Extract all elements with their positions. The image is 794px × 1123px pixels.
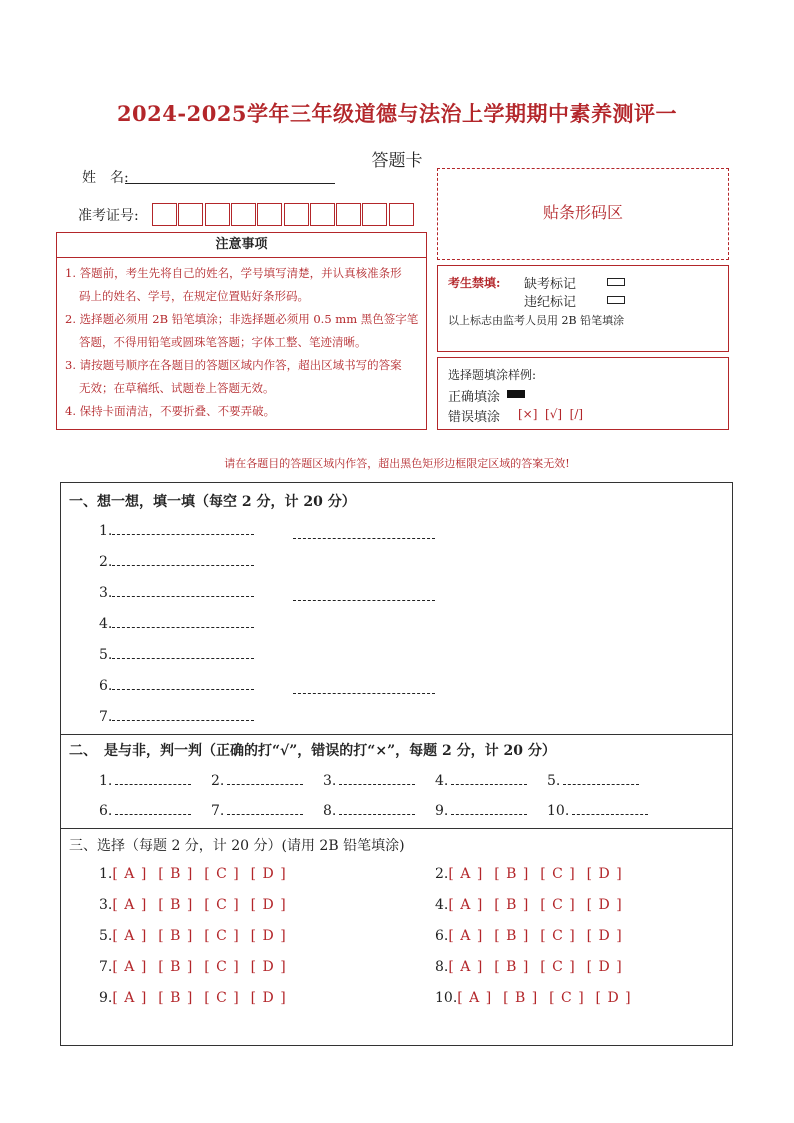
judge-blank-item (99, 773, 191, 789)
notice-line: 答题，不得用铅笔或圆珠笔答题；字体工整、笔迹清晰。 (79, 335, 367, 349)
exam-id-digit-box[interactable] (284, 203, 309, 226)
choice-options[interactable]: [ A ] [ B ] [ C ] [ D ] (448, 866, 623, 882)
judge-blank-item (547, 803, 648, 819)
question-number: 3. (99, 585, 113, 601)
wrong-fill-label: 错误填涂 (448, 410, 501, 425)
choice-options[interactable]: [ A ] [ B ] [ C ] [ D ] (112, 897, 287, 913)
choice-options[interactable]: [ A ] [ B ] [ C ] [ D ] (457, 990, 632, 1006)
judge-blank-item (435, 803, 527, 819)
name-field[interactable] (125, 182, 335, 184)
exam-id-digit-box[interactable] (152, 203, 177, 226)
question-number: 3. (323, 773, 337, 789)
notice-line: 无效；在草稿纸、试题卷上答题无效。 (79, 381, 275, 395)
choice-item[interactable] (435, 959, 623, 975)
exam-id-digit-box[interactable] (389, 203, 414, 226)
answer-blank[interactable] (227, 814, 303, 815)
name-label: 姓 名: (82, 170, 129, 186)
exam-staff-box (437, 265, 729, 352)
question-number: 6. (99, 803, 113, 819)
section1-title: 一、想一想，填一填（每空 2 分，计 20 分） (69, 494, 356, 510)
section-divider (61, 828, 732, 829)
exam-id-digit-box[interactable] (310, 203, 335, 226)
answer-blank[interactable] (227, 784, 303, 785)
answer-blank[interactable] (112, 689, 254, 690)
judge-blank-item (323, 803, 415, 819)
question-number: 4. (99, 616, 113, 632)
answer-blank[interactable] (115, 814, 191, 815)
question-number: 6. (435, 928, 449, 944)
notice-line: 码上的姓名、学号，在规定位置贴好条形码。 (79, 289, 309, 303)
staff-only-label: 考生禁填: (448, 276, 501, 290)
question-number: 4. (435, 773, 449, 789)
sample-title: 选择题填涂样例: (448, 368, 537, 382)
page-title: 2024-2025学年三年级道德与法治上学期期中素养测评一 (116, 101, 678, 126)
section-divider (61, 734, 732, 735)
answer-blank[interactable] (112, 565, 254, 566)
question-number: 2. (99, 554, 113, 570)
question-number: 9. (435, 803, 449, 819)
answer-blank[interactable] (112, 720, 254, 721)
exam-id-digit-box[interactable] (231, 203, 256, 226)
answer-blank[interactable] (293, 693, 435, 694)
question-number: 10. (547, 803, 570, 819)
question-number: 8. (435, 959, 449, 975)
notice-box (56, 232, 427, 430)
absent-mark-label: 缺考标记 (524, 277, 577, 292)
notice-heading: 注意事项 (57, 233, 426, 258)
section2-title: 二、 是与非，判一判（正确的打“√”，错误的打“×”，每题 2 分，计 20 分） (69, 743, 556, 759)
answer-blank[interactable] (563, 784, 639, 785)
question-number: 7. (99, 709, 113, 725)
answer-area-warning: 请在各题目的答题区域内作答，超出黑色矩形边框限定区域的答案无效! (224, 457, 570, 470)
question-number: 5. (99, 928, 113, 944)
exam-id-label: 准考证号: (78, 208, 139, 224)
choice-item[interactable] (99, 866, 287, 882)
choice-options[interactable]: [ A ] [ B ] [ C ] [ D ] (448, 959, 623, 975)
notice-line: 3. 请按题号顺序在各题目的答题区域内作答，超出区域书写的答案 (65, 358, 402, 372)
judge-blank-item (435, 773, 527, 789)
question-number: 6. (99, 678, 113, 694)
question-number: 1. (99, 866, 113, 882)
exam-id-digit-box[interactable] (257, 203, 282, 226)
notice-line: 1. 答题前，考生先将自己的姓名，学号填写清楚，并认真核准条形 (65, 266, 402, 280)
fill-blank-item (99, 709, 254, 725)
answer-blank[interactable] (112, 627, 254, 628)
choice-options[interactable]: [ A ] [ B ] [ C ] [ D ] (112, 959, 287, 975)
choice-item[interactable] (99, 897, 287, 913)
question-number: 4. (435, 897, 449, 913)
exam-id-digit-box[interactable] (362, 203, 387, 226)
judge-blank-item (547, 773, 639, 789)
fill-blank-item (99, 554, 254, 570)
absent-mark-box[interactable] (607, 278, 625, 286)
question-number: 5. (99, 647, 113, 663)
correct-fill-label: 正确填涂 (448, 390, 501, 405)
answer-blank[interactable] (293, 538, 435, 539)
question-number: 7. (211, 803, 225, 819)
choice-options[interactable]: [ A ] [ B ] [ C ] [ D ] (112, 990, 287, 1006)
answer-blank[interactable] (293, 600, 435, 601)
fill-blank-item (99, 616, 254, 632)
fill-blank-item (99, 647, 254, 663)
choice-options[interactable]: [ A ] [ B ] [ C ] [ D ] (448, 928, 623, 944)
notice-line: 2. 选择题必须用 2B 铅笔填涂；非选择题必须用 0.5 mm 黑色签字笔 (65, 312, 419, 326)
question-number: 1. (99, 773, 113, 789)
answer-blank[interactable] (115, 784, 191, 785)
answer-blank[interactable] (339, 784, 415, 785)
staff-note: 以上标志由监考人员用 2B 铅笔填涂 (448, 314, 625, 327)
question-number: 5. (547, 773, 561, 789)
answer-blank[interactable] (112, 658, 254, 659)
answer-blank[interactable] (451, 784, 527, 785)
judge-blank-item (211, 773, 303, 789)
fill-blank-item (99, 678, 254, 694)
choice-options[interactable]: [ A ] [ B ] [ C ] [ D ] (112, 866, 287, 882)
fill-blank-item (99, 523, 254, 539)
judge-blank-item (99, 803, 191, 819)
question-number: 10. (435, 990, 458, 1006)
exam-id-digit-box[interactable] (205, 203, 230, 226)
answer-blank[interactable] (112, 596, 254, 597)
choice-item[interactable] (99, 928, 287, 944)
notice-line: 4. 保持卡面清洁，不要折叠、不要弄破。 (65, 404, 276, 418)
question-number: 2. (211, 773, 225, 789)
question-number: 1. (99, 523, 113, 539)
choice-item[interactable] (99, 959, 287, 975)
judge-blank-item (211, 803, 303, 819)
exam-id-digit-box[interactable] (336, 203, 361, 226)
choice-item[interactable] (435, 928, 623, 944)
barcode-area: 贴条形码区 (437, 168, 729, 260)
choice-item[interactable] (435, 990, 632, 1006)
answer-sheet-heading: 答题卡 (371, 151, 423, 171)
answer-blank[interactable] (339, 814, 415, 815)
choice-item[interactable] (99, 990, 287, 1006)
correct-fill-mark (507, 390, 525, 398)
question-number: 8. (323, 803, 337, 819)
choice-options[interactable]: [ A ] [ B ] [ C ] [ D ] (448, 897, 623, 913)
violation-mark-box[interactable] (607, 296, 625, 304)
exam-id-digit-box[interactable] (178, 203, 203, 226)
choice-options[interactable]: [ A ] [ B ] [ C ] [ D ] (112, 928, 287, 944)
violation-mark-label: 违纪标记 (524, 295, 577, 310)
fill-blank-item (99, 585, 254, 601)
question-number: 2. (435, 866, 449, 882)
answer-area (60, 482, 733, 1046)
question-number: 3. (99, 897, 113, 913)
fill-sample-box (437, 357, 729, 430)
answer-blank[interactable] (451, 814, 527, 815)
section3-title: 三、选择（每题 2 分，计 20 分）(请用 2B 铅笔填涂) (69, 838, 405, 854)
answer-blank[interactable] (572, 814, 648, 815)
choice-item[interactable] (435, 897, 623, 913)
judge-blank-item (323, 773, 415, 789)
question-number: 7. (99, 959, 113, 975)
question-number: 9. (99, 990, 113, 1006)
choice-item[interactable] (435, 866, 623, 882)
answer-blank[interactable] (112, 534, 254, 535)
wrong-fill-marks: [×] [√] [/] (518, 407, 584, 421)
